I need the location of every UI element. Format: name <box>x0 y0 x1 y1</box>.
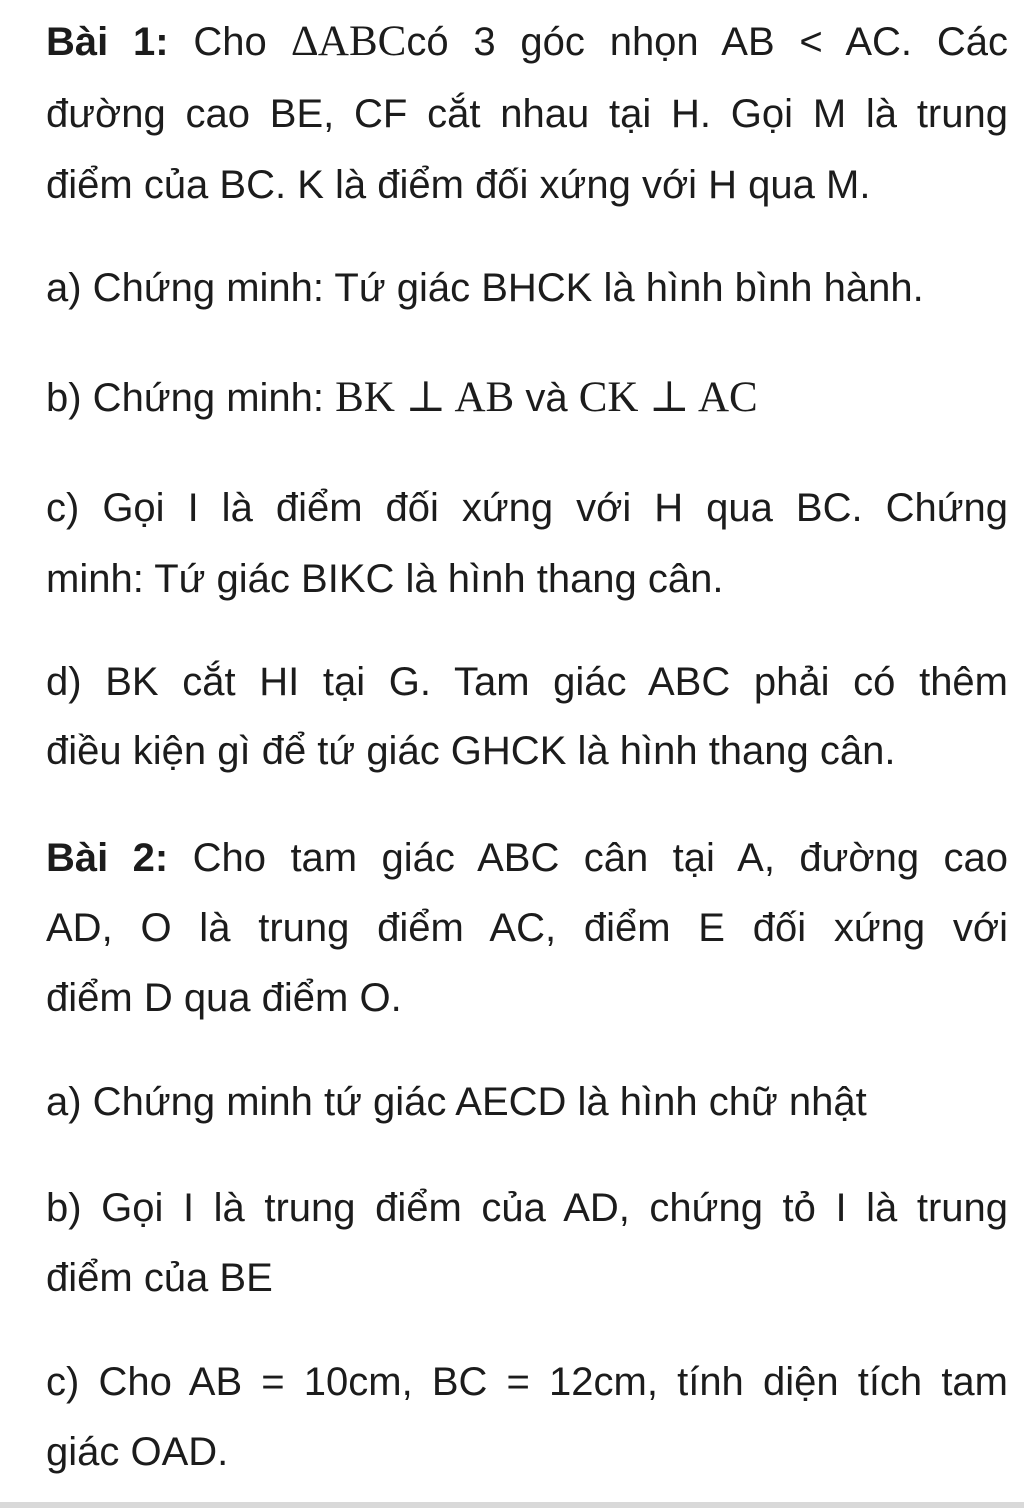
bai1-intro-rest: có 3 góc nhọn AB < AC. Các <box>406 20 1008 64</box>
bai1-part-c-line1: c) Gọi I là điểm đối xứng với H qua BC. Chứng <box>46 486 1008 530</box>
triangle-symbol: ∆ <box>291 18 318 65</box>
bai1-part-b <box>46 366 758 430</box>
bai1-b-prefix: b) Chứng minh: <box>46 376 325 420</box>
bai1-line1 <box>46 10 1008 74</box>
bai1-part-a: a) Chứng minh: Tứ giác BHCK là hình bình hành. <box>46 266 924 310</box>
bai2-part-c-line1: c) Cho AB = 10cm, BC = 12cm, tính diện tích tam <box>46 1360 1008 1404</box>
bai2-line1 <box>46 826 1008 890</box>
bottom-edge <box>0 1502 1024 1508</box>
bai1-line2: đường cao BE, CF cắt nhau tại H. Gọi M là trung <box>46 92 1008 136</box>
bai1-b-expr2: CK ⊥ AC <box>578 374 758 421</box>
bai2-line2: AD, O là trung điểm AC, điểm E đối xứng với <box>46 906 1008 950</box>
bai1-part-d-line1: d) BK cắt HI tại G. Tam giác ABC phải có thêm <box>46 660 1008 704</box>
bai1-cho: Cho <box>193 20 267 64</box>
bai1-label: Bài 1: <box>46 20 169 64</box>
bai1-part-c-line2: minh: Tứ giác BIKC là hình thang cân. <box>46 557 724 601</box>
triangle-name: ABC <box>317 18 407 65</box>
bai1-part-d-line2: điều kiện gì để tứ giác GHCK là hình thang cân. <box>46 729 896 773</box>
bai2-part-c-line2: giác OAD. <box>46 1430 229 1474</box>
bai1-line3: điểm của BC. K là điểm đối xứng với H qua M. <box>46 163 871 207</box>
bai2-part-b-line1: b) Gọi I là trung điểm của AD, chứng tỏ I là trung <box>46 1186 1008 1230</box>
bai1-b-va: và <box>525 376 568 420</box>
bai2-line1-rest: Cho tam giác ABC cân tại A, đường cao <box>192 836 1008 880</box>
bai2-label: Bài 2: <box>46 836 169 880</box>
bai2-part-a: a) Chứng minh tứ giác AECD là hình chữ nhật <box>46 1080 867 1124</box>
bai2-line3: điểm D qua điểm O. <box>46 976 402 1020</box>
bai2-part-b-line2: điểm của BE <box>46 1256 273 1300</box>
bai1-b-expr1: BK ⊥ AB <box>335 374 515 421</box>
